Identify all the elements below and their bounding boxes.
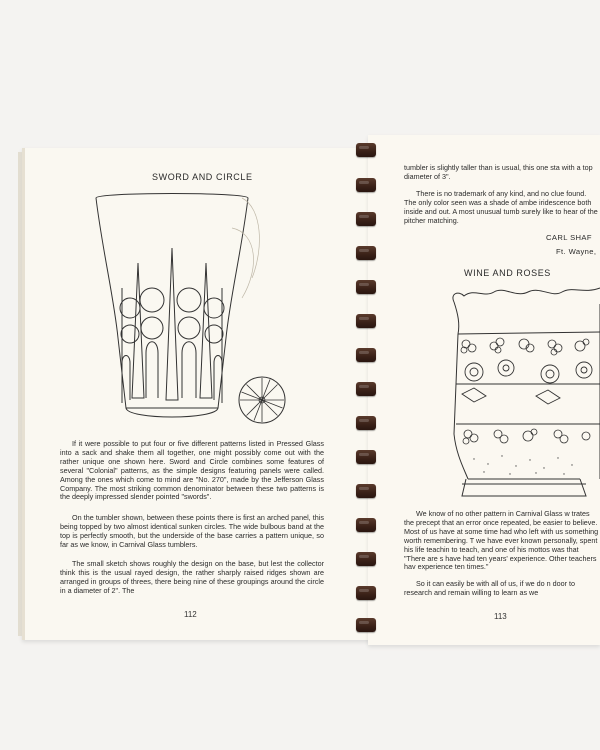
binding-coil [356,618,376,632]
left-page-number: 112 [184,610,197,619]
right-page-title: WINE AND ROSES [464,268,551,278]
right-paragraph-1: tumbler is slightly taller than is usual, this one sta with a top diameter of 3". [404,164,593,181]
binding-coil [356,314,376,328]
binding-coil [356,416,376,430]
binding-coil [356,143,376,157]
left-paragraph-3: The small sketch shows roughly the design on the base, but lest the collector think this is the usual rayed design, the rather sharply raised ridges shown are arranged in groups of threes, there being nine of these groupings around the circle in a diameter of 2". The [60,560,324,595]
signature-name: CARL SHAF [546,233,592,242]
binding-coil [356,450,376,464]
binding-coil [356,484,376,498]
binding-coil [356,518,376,532]
binding-coil [356,212,376,226]
binding-coil [356,348,376,362]
tumbler-illustration [92,188,252,448]
left-paragraph-2: On the tumbler shown, between these points there is first an arched panel, this being topped by two almost identical sunken circles. The wide bulbous band at the top is perfectly smooth, but the underside of the base carries a pattern unique, so far as we know, in Carnival Glass tumblers. [60,514,324,549]
binding-coil [356,280,376,294]
left-paragraph-1: If it were possible to put four or five different patterns listed in Pressed Glass into a sack and shake them all together, one might possibly come out with the rather unique one shown here. Sword and Circle combines some features of several "Colonial" patterns, as the simple designs featuring panels were called. Among the ones which come to mind are "No. 270", made by the Jefferson Glass Company. The most striking common denominator between these two patterns is the deeply impressed slender pointed "swords". [60,440,324,502]
pitcher-illustration [444,284,600,504]
binding-coil [356,552,376,566]
tumbler-base-rosette [237,375,287,425]
right-paragraph-4: So it can easily be with all of us, if we do n door to research and remain willing to learn as we [404,580,576,597]
binding-coil [356,382,376,396]
signature-place: Ft. Wayne, [556,247,597,256]
right-page-number: 113 [494,612,507,621]
left-page-title: SWORD AND CIRCLE [152,172,253,182]
right-paragraph-3: We know of no other pattern in Carnival Glass w trates the precept that an error once repeated, be easier to believe. Most of us have at some time had who left with us something worth remembering. T we have ever known personally, spent his life teachin to teach, and one of his mottos was that "There are s have had ten years' experience. Other teachers hav experience ten times." [404,510,599,572]
binding-coil [356,586,376,600]
binding-coil [356,178,376,192]
right-paragraph-2: There is no trademark of any kind, and no clue found. The only color seen was a shade of ambe iridescence both inside and out. A most unusual tumb surely like to hear of the pitcher matching. [404,190,598,225]
binding-coil [356,246,376,260]
